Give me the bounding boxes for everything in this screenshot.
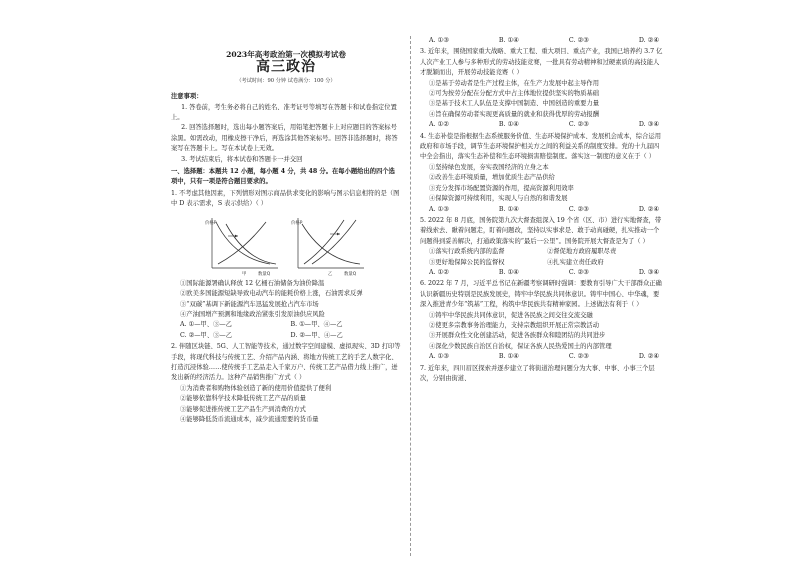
q4-answer-c[interactable]: C. ②③ (568, 205, 589, 213)
question-6-stem: 6. 2022 年 7 月，习近平总书记在新疆考察调研时强调：要教育引导广大干部群众正确认识新疆历史特别是民族发展史，铸牢中华民族共同体意识。铸牢中国心、中华魂，要深入推进青少年“筑基”工程，构筑中华民族共有精神家园。上述做法有利于（ ） (420, 280, 662, 309)
q5-answer-b[interactable]: B. ①④ (498, 268, 519, 276)
q3-option-3: ③是基于技术工人队伍是支撑中国制造、中国创造的重要力量 (429, 100, 600, 108)
question-7-stem: 7. 近年来，四川眉区探索并逐步建立了将街道治理问题分为大事、中事、小事三个层次，分别由街道、 (420, 364, 655, 382)
chart-yi-demand-d (302, 224, 360, 264)
q1-answers-row-1 (171, 320, 401, 330)
q1-option-3: ③“双碳”基调下新能源汽车迅猛发展抢占汽车市场 (180, 300, 319, 308)
q4-answer-a[interactable]: A. ①③ (429, 205, 449, 213)
note-2: 2. 回答选择题时，选出每小题答案后，用铅笔把答题卡上对应题目的答案标号涂黑。如需改动，用橡皮擦干净后，再选涂其他答案标号。回答非选择题时，将答案写在答题卡上。写在本试卷上无效。 (171, 124, 398, 153)
q4-answer-b[interactable]: B. ①④ (498, 205, 519, 213)
subject-title: 高三政治 (256, 59, 316, 76)
q6-option-2: ②使更多宗教事务治理能力，支持宗教组织开展正常宗教活动 (429, 321, 600, 329)
chart-jia-supply-s (218, 222, 266, 264)
q1-answers-row-2 (171, 331, 401, 341)
note-3: 3. 考试结束后，将本试卷和答题卡一并交回 (181, 155, 303, 163)
q5-option-4: ④扎实建立责任政府 (547, 258, 604, 266)
q6-answers (420, 352, 665, 362)
q5-options-row-1 (420, 247, 665, 257)
chart-jia-qty-label: 数量Q (258, 271, 271, 276)
left-column (171, 36, 401, 425)
chart-yi-qty-label: 数量Q (344, 271, 357, 276)
q2-answer-b[interactable]: B. ①④ (498, 37, 519, 44)
q6-option-3: ③开展群众性文化创建活动，促进各族群众和睦团结的共同进步 (429, 332, 606, 340)
q6-answer-a[interactable]: A. ①③ (429, 353, 449, 361)
chart-jia-arrowhead (235, 234, 238, 237)
q4-option-2: ②改善生态环境质量，增加优质生态产品供给 (429, 174, 555, 182)
chart-yi-price-label: 价格P (291, 220, 303, 226)
q2-answer-c[interactable]: C. ②③ (568, 37, 589, 44)
q5-option-2: ②督促地方政府履职尽责 (547, 248, 617, 256)
chart-jia-price-label: 价格P (205, 220, 217, 226)
question-2-stem: 2. 伴随区块链、5G、人工智能等技术，通过数字空间建模、虚拟现实、3D 打印等手段，将现代科技与传统工艺、介绍产品内涵、将地方传统工艺的手艺人数字化、打造沉浸体验……使传统手工艺品走入千家万户、传统工艺产品借力线上推广，迸发出新的经济活力。这种产品销售推广方式（ ） (171, 343, 401, 382)
question-1-stem: 1. 不考虑其他因素，下列情形对图示商品供求变化的影响与图示信息相符的是（图中 D 表示需求，S 表示供给）（ ） (171, 189, 400, 208)
q2-answers (420, 36, 665, 46)
column-divider (410, 36, 411, 556)
q3-option-4: ④旨在确保劳动者实现更高质量的就业和获得优厚的劳动报酬 (429, 110, 600, 118)
q3-answer-d[interactable]: D. ③④ (638, 121, 659, 129)
exam-title: 2023年高考政治第一次模拟考试卷 (226, 50, 346, 59)
note-1: 1. 答卷前，考生务必将自己的姓名、准考证号等填写在答题卡和试卷指定位置上。 (171, 103, 397, 122)
q5-answer-a[interactable]: A. ①② (429, 268, 449, 276)
q5-option-3: ③更好地保障公民的监督权 (429, 258, 505, 266)
q2-option-1: ①为消费者和购物体验创造了新的使用价值提供了便利 (180, 384, 332, 392)
q1-answer-c[interactable]: C. ②—甲、③—乙 (180, 331, 233, 339)
chart-jia-caption: 甲 (242, 271, 247, 276)
chart-yi-arrowhead (337, 232, 340, 235)
q6-answer-c[interactable]: C. ②③ (568, 353, 589, 361)
q5-answer-c[interactable]: C. ②③ (568, 268, 589, 276)
q4-option-3: ③充分发挥市场配置资源的作用，提高资源利用效率 (429, 184, 574, 192)
q3-answer-c[interactable]: C. ②③ (568, 121, 589, 129)
q5-options-row-2 (420, 258, 665, 268)
notes-title: 注意事项： (171, 93, 203, 101)
q4-option-4: ④保障资源可持续利用，实现人与自然的和谐发展 (429, 195, 568, 203)
q3-option-2: ②可为按劳分配在分配方式中占主体地位提供坚实的物质基础 (429, 90, 600, 98)
q6-answer-b[interactable]: B. ①④ (498, 353, 519, 361)
question-5-stem: 5. 2022 年 8 月底，国务院第九次大督查组深入 19 个省（区、市）进行实地督查，带着线索去、瞅着问题走，盯着问题改，坚持以实事求是、敢于动真碰硬，扎实推动一个问题得到妥善解决，打通政策落实的“最后一公里”。国务院开展大督查是为了（ ） (420, 216, 662, 245)
q4-option-1: ①坚持绿色发展，夯实我国经济的立身之本 (429, 163, 549, 171)
chart-yi (290, 214, 368, 276)
q6-option-1: ①铸牢中华民族共同体意识，促进各民族之间交往交流交融 (429, 311, 593, 319)
q4-answers (420, 205, 665, 215)
q1-option-1: ①国际能源署确认释放 12 亿桶石油储备为油价降温 (180, 279, 325, 287)
q6-answer-d[interactable]: D. ②④ (638, 353, 659, 361)
q2-answer-a[interactable]: A. ①③ (429, 37, 449, 44)
q1-answer-b[interactable]: B. ①—甲、④—乙 (290, 321, 343, 329)
q1-option-4: ④产油国增产预测和地缘政治紧张引发原油供应风险 (180, 310, 325, 318)
q3-option-1: ①是基于劳动者是生产过程主体，在生产力发展中起主导作用 (429, 79, 600, 87)
q1-option-2: ②欧美多国能源短缺导致电动汽车的能耗价格上涨，石油需求反弹 (180, 290, 363, 298)
question-4-stem: 4. 生态补偿是指根据生态系统服务价值、生态环境保护成本、发展机会成本，综合运用政府和市场手段，调节生态环境保护相关方之间的利益关系的制度安排。党的十九届四中全会指出，落实生态补偿和生态环境损害赔偿制度。落实这一制度的意义在于（ ） (420, 132, 661, 161)
q2-option-3: ③能够促进推传统工艺产品生产到消费的方式 (180, 405, 306, 413)
q5-answer-d[interactable]: D. ③④ (638, 268, 659, 276)
chart-jia (204, 214, 282, 276)
chart-yi-supply-s1 (312, 220, 356, 264)
exam-info: （考试时间：90 分钟 试卷满分：100 分） (236, 77, 336, 84)
q2-option-2: ②能够依靠科学技术降低传统工艺产品的质量 (180, 395, 306, 403)
right-column (420, 36, 665, 384)
q6-option-4: ④深化少数民族自治区自治权，保证各族人民热爱国土的内部管理 (429, 342, 612, 350)
q2-option-4: ④能够降低货币流通成本，减少流通需要的货币量 (180, 415, 319, 423)
supply-demand-charts (171, 214, 401, 276)
q5-answers (420, 268, 665, 278)
chart-yi-caption: 乙 (328, 271, 333, 276)
chart-jia-demand-d (216, 222, 270, 264)
q4-answer-d[interactable]: D. ②④ (638, 205, 659, 213)
question-3-stem: 3. 近年来，围绕国家重大战略、重大工程、重大项目、重点产业，我国已培养约 3.7 亿人次产业工人参与多种形式的劳动技能竞赛，一批具有劳动精神和过硬素质的高技能人才脱颖而出，开展劳动技能竞赛（ ） (420, 48, 663, 77)
q1-answer-d[interactable]: D. ②—甲、④—乙 (290, 331, 343, 339)
q5-option-1: ①落实行政系统内部的监督 (429, 248, 505, 256)
q3-answers (420, 120, 665, 130)
q3-answer-b[interactable]: B. ①④ (498, 121, 519, 129)
section-heading: 一、选择题：本题共 12 小题，每小题 4 分，共 48 分。在每小题给出的四个选项中，只有一项是符合题目要求的。 (171, 168, 395, 186)
q3-answer-a[interactable]: A. ①② (429, 121, 449, 129)
q1-answer-a[interactable]: A. ①—甲、③—乙 (180, 321, 232, 329)
q2-answer-d[interactable]: D. ②④ (638, 37, 659, 44)
